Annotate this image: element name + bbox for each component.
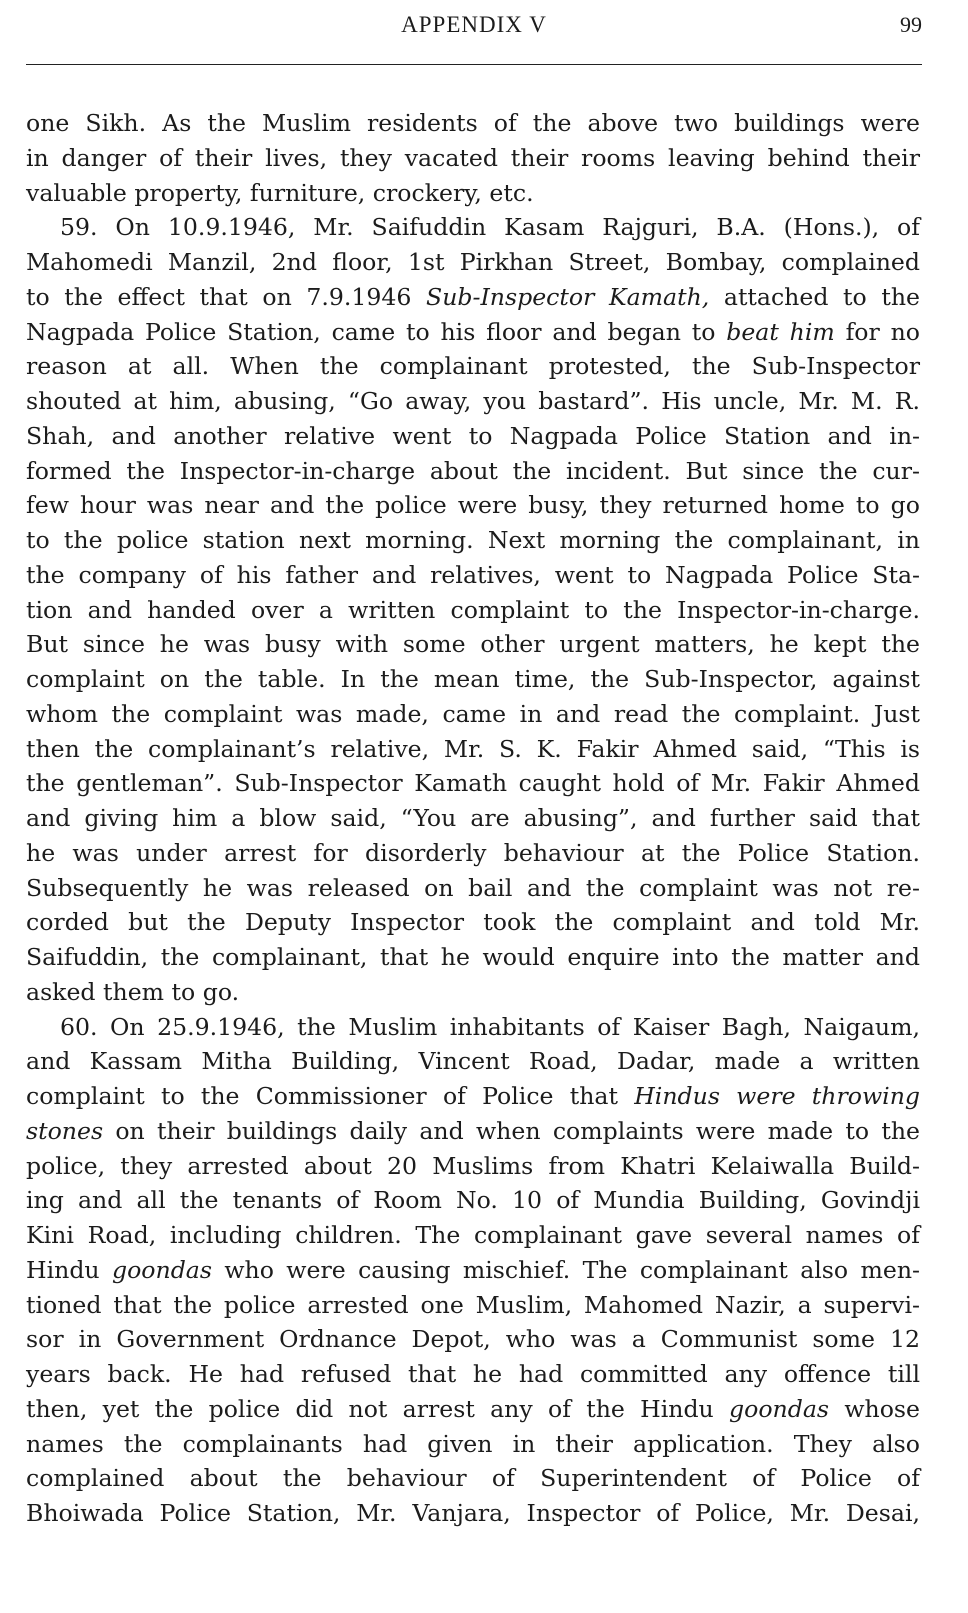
text-line: and Kassam Mitha Building, Vincent Road, Dadar, made a written bbox=[26, 1047, 920, 1076]
italic-phrase: Sub-Inspector Kamath, bbox=[426, 282, 710, 311]
header-rule bbox=[26, 64, 922, 65]
text-line: tion and handed over a written complaint to the Inspector-in-charge. bbox=[26, 595, 920, 624]
text-line: 59. On 10.9.1946, Mr. Saifuddin Kasam Rajguri, B.A. (Hons.), of bbox=[60, 213, 920, 242]
text-line: sor in Government Ordnance Depot, who was a Communist some 12 bbox=[26, 1325, 920, 1354]
text-line: Hindu goondas who were causing mischief. The complainant also men- bbox=[26, 1255, 920, 1284]
text-line: tioned that the police arrested one Muslim, Mahomed Nazir, a supervi- bbox=[26, 1290, 920, 1319]
body-text bbox=[26, 106, 920, 1531]
text-line: Nagpada Police Station, came to his floor and began to beat him for no bbox=[26, 317, 920, 346]
text-line: Shah, and another relative went to Nagpada Police Station and in- bbox=[26, 421, 920, 450]
text-line: Mahomedi Manzil, 2nd floor, 1st Pirkhan Street, Bombay, complained bbox=[26, 248, 920, 276]
text-line: to the effect that on 7.9.1946 Sub-Inspector Kamath, attached to the bbox=[26, 282, 920, 311]
text-line: and giving him a blow said, “You are abusing”, and further said that bbox=[26, 804, 920, 832]
text-line: corded but the Deputy Inspector took the complaint and told Mr. bbox=[26, 908, 920, 937]
text-line: Kini Road, including children. The complainant gave several names of bbox=[26, 1221, 920, 1249]
text-line: Bhoiwada Police Station, Mr. Vanjara, Inspector of Police, Mr. Desai, bbox=[26, 1499, 920, 1527]
text-line: whom the complaint was made, came in and read the complaint. Just bbox=[26, 699, 920, 728]
text-line: in danger of their lives, they vacated their rooms leaving behind their bbox=[26, 143, 920, 172]
text-line: complaint on the table. In the mean time, the Sub-Inspector, against bbox=[26, 665, 920, 693]
text-line: Subsequently he was released on bail and the complaint was not re- bbox=[26, 873, 920, 902]
text-line: then, yet the police did not arrest any of the Hindu goondas whose bbox=[26, 1394, 920, 1423]
text-line: shouted at him, abusing, “Go away, you bastard”. His uncle, Mr. M. R. bbox=[26, 387, 920, 415]
italic-phrase: Hindus were throwing bbox=[634, 1082, 920, 1110]
text-line: the gentleman”. Sub-Inspector Kamath caught hold of Mr. Fakir Ahmed bbox=[26, 769, 920, 798]
text-line: complaint to the Commissioner of Police that Hindus were throwing bbox=[26, 1082, 920, 1110]
text-line: valuable property, furniture, crockery, etc. bbox=[26, 178, 534, 207]
text-line: ing and all the tenants of Room No. 10 of Mundia Building, Govindji bbox=[26, 1186, 920, 1215]
text-line: police, they arrested about 20 Muslims from Khatri Kelaiwalla Build- bbox=[26, 1151, 920, 1180]
text-line: the company of his father and relatives, went to Nagpada Police Sta- bbox=[26, 560, 920, 589]
text-line: stones on their buildings daily and when complaints were made to the bbox=[26, 1116, 920, 1145]
text-line: 60. On 25.9.1946, the Muslim inhabitants of Kaiser Bagh, Naigaum, bbox=[60, 1012, 920, 1041]
text-line: to the police station next morning. Next morning the complainant, in bbox=[26, 526, 920, 554]
text-line: complained about the behaviour of Superintendent of Police of bbox=[26, 1464, 920, 1493]
italic-phrase: stones bbox=[26, 1116, 104, 1145]
italic-phrase: goondas bbox=[729, 1394, 830, 1423]
italic-phrase: goondas bbox=[111, 1255, 212, 1284]
text-line: Saifuddin, the complainant, that he would enquire into the matter and bbox=[26, 943, 920, 971]
italic-phrase: beat him bbox=[726, 317, 835, 346]
page-number: 99 bbox=[900, 12, 922, 37]
running-head bbox=[26, 10, 922, 46]
text-line: then the complainant’s relative, Mr. S. K. Fakir Ahmed said, “This is bbox=[26, 734, 920, 763]
text-line: few hour was near and the police were busy, they returned home to go bbox=[26, 491, 920, 520]
text-line: reason at all. When the complainant protested, the Sub-Inspector bbox=[26, 352, 920, 381]
text-line: he was under arrest for disorderly behaviour at the Police Station. bbox=[26, 838, 920, 867]
text-line: names the complainants had given in their application. They also bbox=[26, 1429, 920, 1458]
running-title: APPENDIX V bbox=[401, 12, 547, 37]
text-line: one Sikh. As the Muslim residents of the above two buildings were bbox=[26, 109, 920, 137]
text-line: asked them to go. bbox=[26, 977, 240, 1006]
text-line: formed the Inspector-in-charge about the incident. But since the cur- bbox=[26, 456, 920, 485]
text-line: years back. He had refused that he had committed any offence till bbox=[26, 1360, 920, 1388]
text-line: But since he was busy with some other urgent matters, he kept the bbox=[26, 630, 920, 659]
